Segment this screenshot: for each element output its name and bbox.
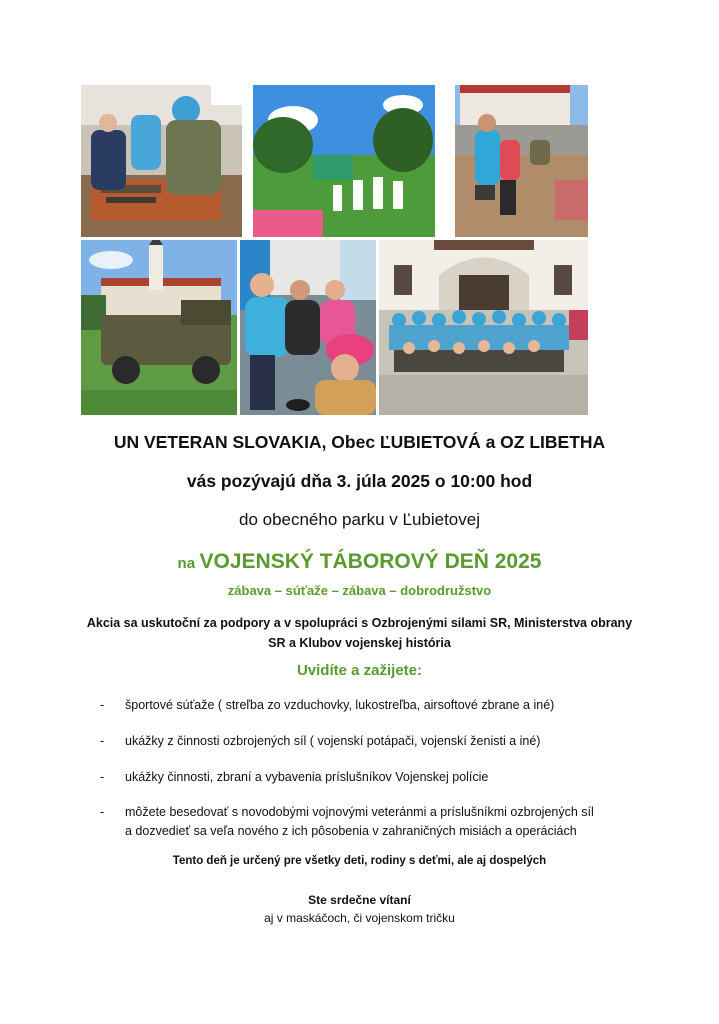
program-heading: Uvidíte a zažijete:: [296, 662, 423, 679]
list-item-text-line-2: a dozvedieť sa veľa nového z ich pôsobenia v zahraničných misiách a operáciách: [125, 824, 577, 838]
list-item: [100, 803, 660, 841]
bullet-dash: -: [100, 770, 105, 784]
organizers-heading: UN VETERAN SLOVAKIA, Obec ĽUBIETOVÁ a OZ LIBETHA: [113, 432, 606, 452]
venue-line: do obecného parku v Ľubietovej: [238, 510, 480, 529]
photo-archery: [455, 85, 588, 237]
photo-park-karate: [253, 85, 435, 237]
list-item: [100, 768, 660, 787]
list-item-text: ukážky z činnosti ozbrojených síl ( vojenskí potápači, vojenskí ženisti a iné): [125, 734, 541, 748]
dress-code-line: aj v maskáčoch, či vojenskom tričku: [264, 911, 455, 925]
photo-town-vehicle: [81, 240, 237, 415]
program-list: [100, 696, 660, 841]
support-line-1: Akcia sa uskutoční za podpory a v spolupráci s Ozbrojenými silami SR, Ministerstva obrany: [86, 616, 633, 630]
bullet-dash: -: [100, 805, 105, 819]
event-tagline: zábava – súťaže – zábava – dobrodružstvo: [227, 583, 492, 598]
list-item-text: ukážky činnosti, zbraní a vybavenia príslušníkov Vojenskej polície: [125, 770, 489, 784]
event-title-name: VOJENSKÝ TÁBOROVÝ DEŇ 2025: [199, 550, 542, 573]
invitation-date: vás pozývajú dňa 3. júla 2025 o 10:00 hod: [186, 471, 533, 491]
list-item-text-line-1: môžete besedovať s novodobými vojnovými veteránmi a príslušníkmi ozbrojených síl: [125, 805, 594, 819]
list-item: [100, 696, 660, 715]
support-line-2: SR a Klubov vojenskej história: [268, 636, 451, 650]
photo-group: [379, 240, 588, 415]
list-item: [100, 732, 660, 751]
welcome-line: Ste srdečne vítaní: [308, 893, 411, 907]
bullet-dash: -: [100, 734, 105, 748]
event-title-prefix: na: [177, 555, 196, 572]
photo-face-painting: [240, 240, 376, 415]
event-title: [0, 550, 719, 574]
photo-weapons-table: [81, 85, 242, 237]
audience-note: Tento deň je určený pre všetky deti, rodiny s deťmi, ale aj dospelých: [172, 855, 547, 867]
support-statement: [0, 613, 719, 653]
list-item-text: športové súťaže ( streľba zo vzduchovky, lukostreľba, airsoftové zbrane a iné): [125, 698, 555, 712]
bullet-dash: -: [100, 698, 105, 712]
